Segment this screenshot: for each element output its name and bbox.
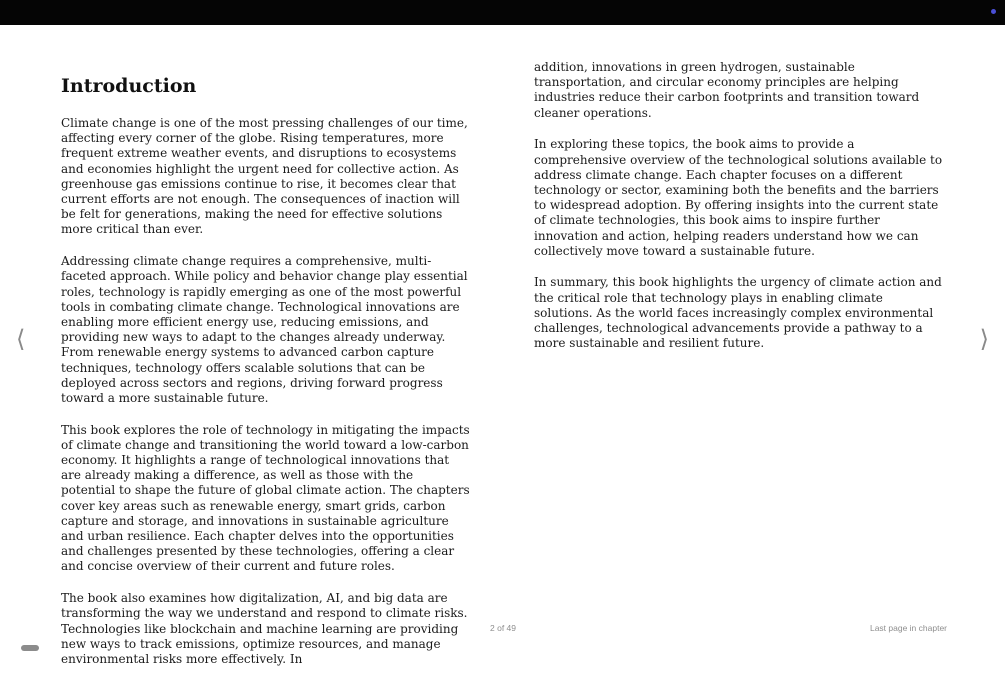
paragraph: This book explores the role of technology in mitigating the impacts of climate change and transitioning the world toward a low-carbon economy. It highlights a range of technological innovations that are already making a difference, as well as those with the potential to shape the future of global climate action. The chapters cover key areas such as renewable energy, smart grids, carbon capture and storage, and innovations in sustainable agriculture and urban resilience. Each chapter delves into the opportunities and challenges presented by these technologies, offering a clear and concise overview of their current and future roles.	[61, 422, 470, 574]
chapter-title: Introduction	[61, 75, 197, 97]
paragraph: addition, innovations in green hydrogen, sustainable transportation, and circular economy principles are helping industries reduce their carbon footprints and transition toward cleaner operations.	[534, 60, 920, 120]
chevron-left-icon: ⟨	[16, 325, 26, 353]
paragraph: In summary, this book highlights the urgency of climate action and the critical role that technology plays in enabling climate solutions. As the world faces increasingly complex environmental challenges, technological advancements provide a pathway to a more sustainable and resilient future.	[534, 275, 942, 351]
paragraph: Addressing climate change requires a comprehensive, multi-faceted approach. While policy and behavior change play essential roles, technology is rapidly emerging as one of the most powerful tools in combating climate change. Technological innovations are enabling more efficient energy use, reducing emissions, and providing new ways to adapt to the changes already underway. From renewable energy systems to advanced carbon capture techniques, technology offers scalable solutions that can be deployed across sectors and regions, driving forward progress toward a more sustainable future.	[61, 254, 468, 405]
page-scrubber-handle[interactable]	[21, 645, 39, 651]
paragraph: In exploring these topics, the book aims to provide a comprehensive overview of the technological solutions available to address climate change. Each chapter focuses on a different technology or sector, examining both the benefits and the barriers to widespread adoption. By offering insights into the current state of climate technologies, this book aims to inspire further innovation and action, helping readers understand how we can collectively move toward a sustainable future.	[534, 137, 943, 258]
next-page-button[interactable]	[980, 325, 989, 353]
window-top-bar	[0, 0, 1005, 25]
chevron-right-icon: ⟩	[979, 325, 989, 353]
right-page-column	[534, 60, 944, 368]
page-indicator: 2 of 49	[490, 623, 516, 633]
book-page-spread	[0, 25, 1005, 666]
status-indicator-dot	[991, 9, 996, 14]
left-page-column	[61, 74, 471, 684]
paragraph: Climate change is one of the most pressing challenges of our time, affecting every corner of the globe. Rising temperatures, more frequent extreme weather events, and disruptions to ecosystems and economies highlight the urgent need for collective action. As greenhouse gas emissions continue to rise, it becomes clear that current efforts are not enough. The consequences of inaction will be felt for generations, making the need for effective solutions more critical than ever.	[61, 116, 468, 237]
chapter-status-label: Last page in chapter	[869, 623, 947, 633]
previous-page-button[interactable]	[16, 325, 25, 353]
paragraph: The book also examines how digitalization, AI, and big data are transforming the way we understand and respond to climate risks. Technologies like blockchain and machine learning are providing new ways to track emissions, optimize resources, and manage environmental risks more effectively. In	[61, 591, 468, 666]
